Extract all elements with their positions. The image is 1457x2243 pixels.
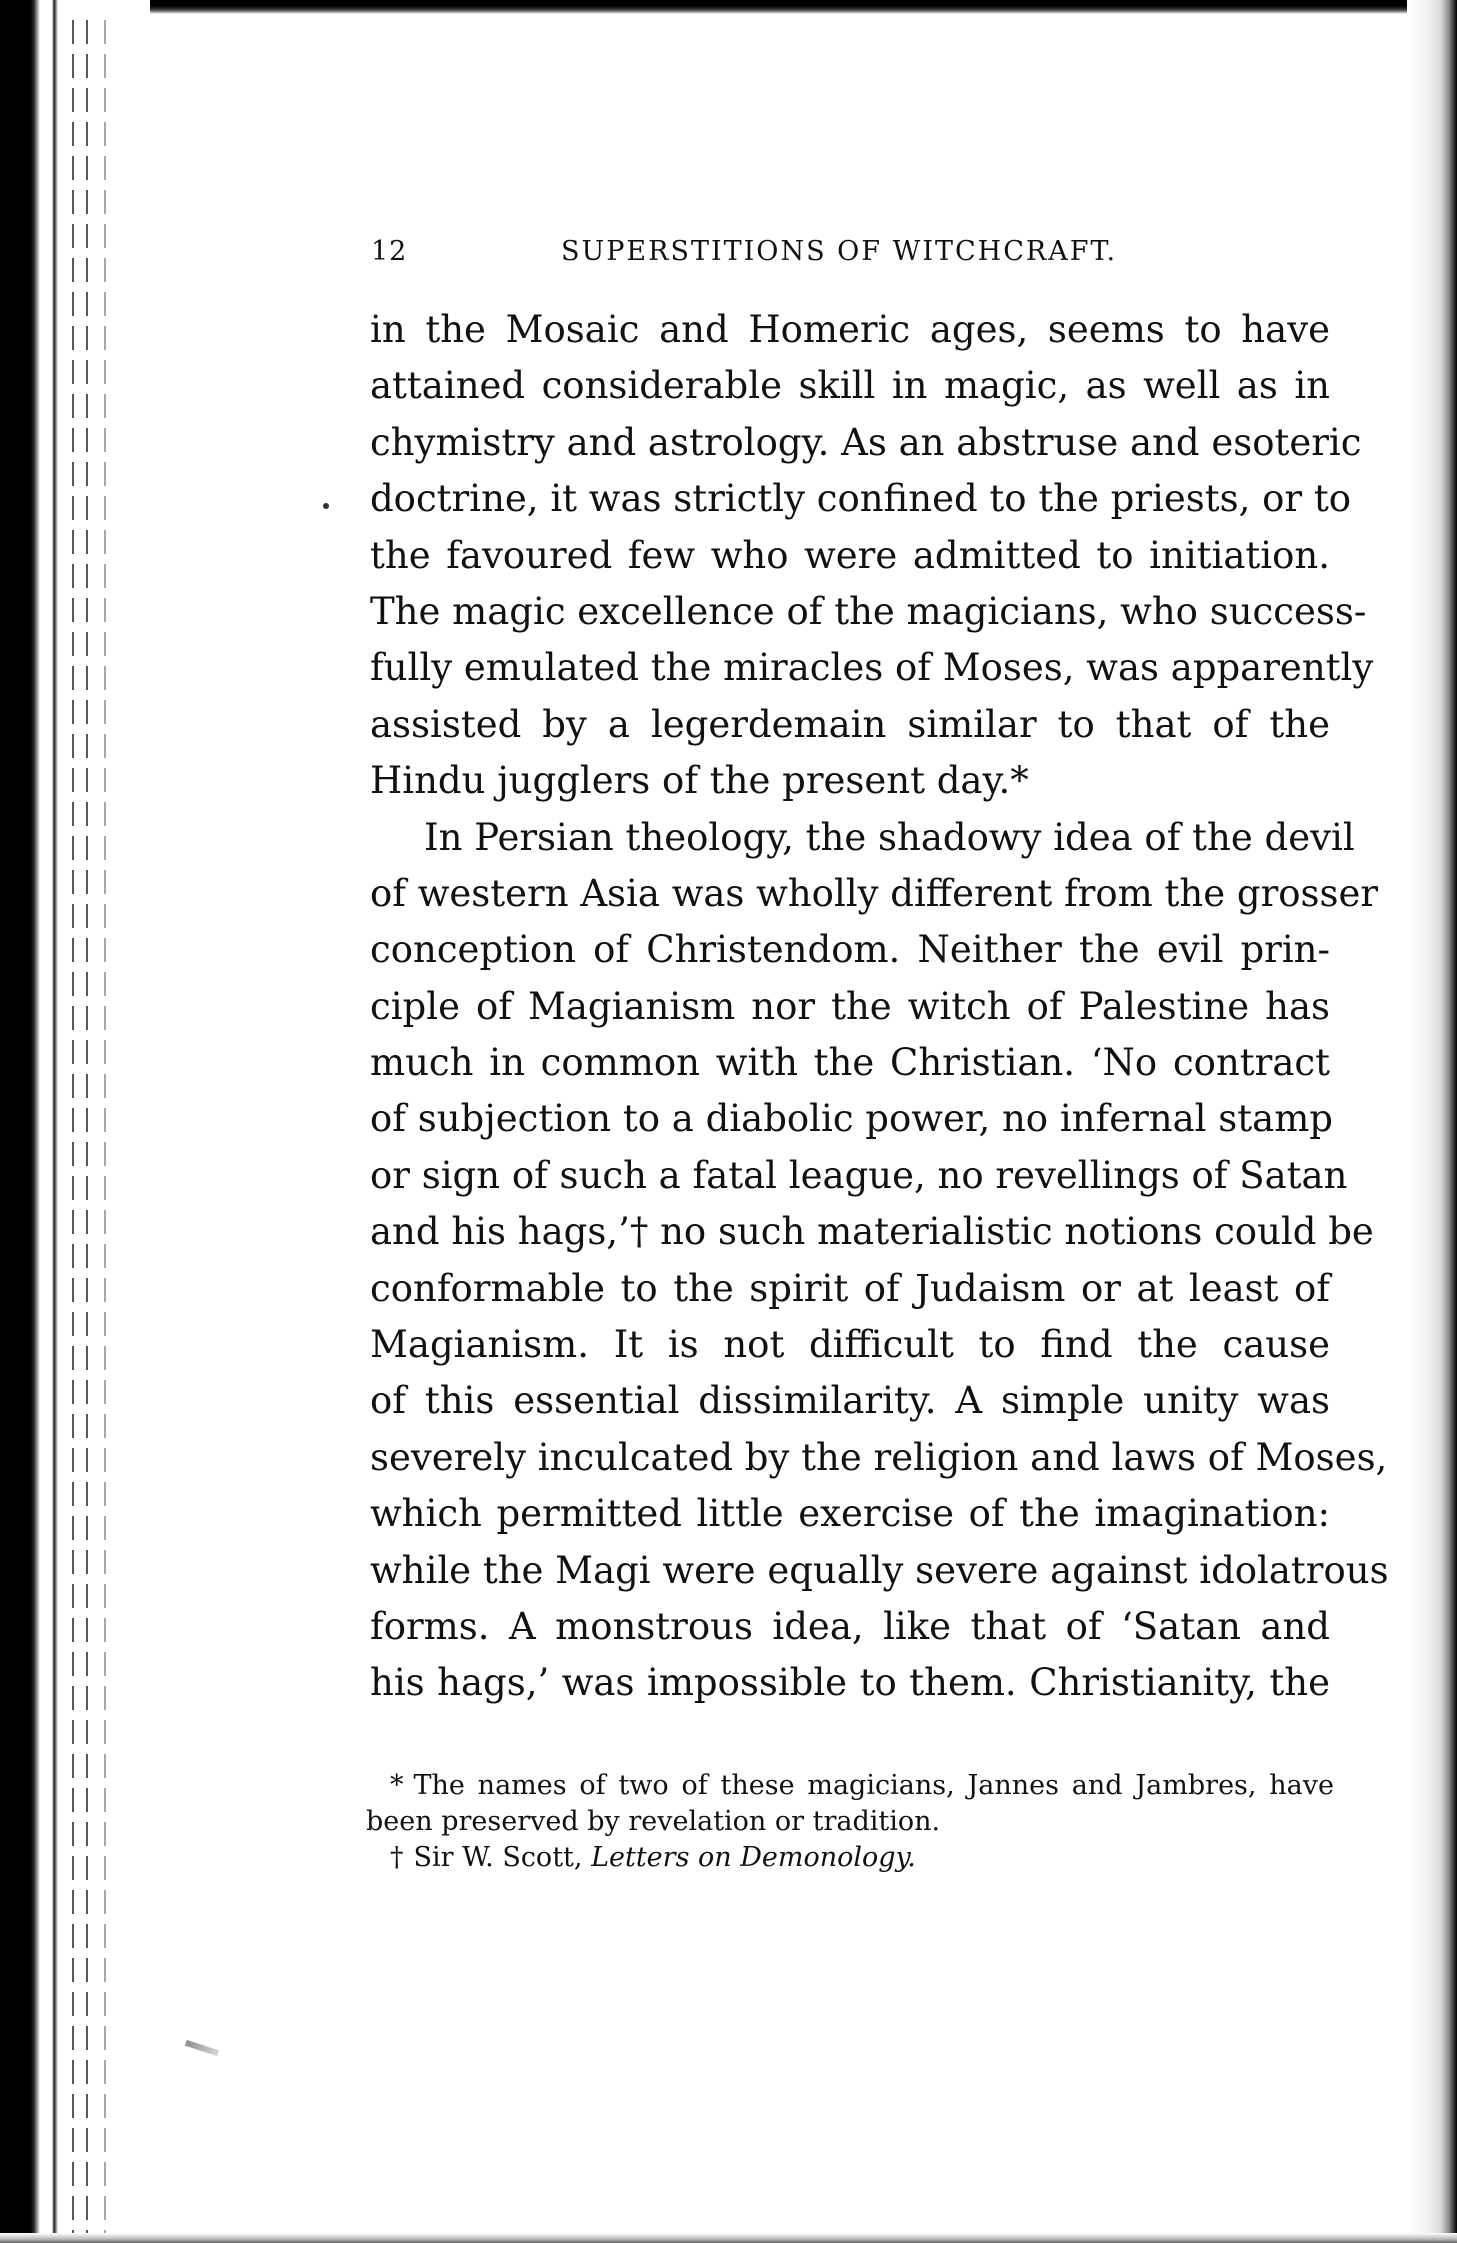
text-line: doctrine, it was strictly confined to the priests, or to (370, 477, 1352, 521)
footnotes (366, 1768, 1334, 1876)
footnote-text: The names of two of these magicians, Jannes and Jambres, have (413, 1770, 1334, 1801)
scan-bottom-edge (0, 2233, 1457, 2243)
text-line: ciple of Magianism nor the witch of Palestine has (370, 984, 1330, 1028)
text-line: the favoured few who were admitted to initiation. (370, 533, 1330, 577)
binding-rule (72, 20, 74, 2233)
text-line: chymistry and astrology. As an abstruse and esoteric (370, 420, 1362, 464)
text-line: of this essential dissimilarity. A simple unity was (370, 1379, 1330, 1423)
footnote-1-continuation: been preserved by revelation or tradition. (366, 1806, 941, 1837)
scan-binding-edge (0, 0, 150, 2243)
text-line: of western Asia was wholly different from the grosser (370, 871, 1379, 915)
text-line: assisted by a legerdemain similar to that of the (370, 702, 1330, 746)
margin-mark (323, 503, 329, 509)
footnote-1 (366, 1768, 1334, 1804)
paragraph-start-line: In Persian theology, the shadowy idea of the devil (424, 815, 1355, 859)
scan-top-edge (0, 0, 1457, 14)
text-line: while the Magi were equally severe against idolatrous (370, 1548, 1389, 1592)
text-line: or sign of such a fatal league, no revellings of Satan (370, 1153, 1348, 1197)
binding-rule (104, 20, 106, 2233)
footnote-book-title: Letters on Demonology. (591, 1842, 916, 1873)
text-line: conception of Christendom. Neither the evil prin- (370, 928, 1330, 972)
text-line: severely inculcated by the religion and laws of Moses, (370, 1435, 1388, 1479)
text-line: attained considerable skill in magic, as well as in (370, 364, 1330, 408)
text-line: The magic excellence of the magicians, who success- (370, 589, 1367, 633)
text-line: of subjection to a diabolic power, no infernal stamp (370, 1097, 1333, 1141)
text-line: and his hags,’† no such materialistic notions could be (370, 1210, 1374, 1254)
running-title: SUPERSTITIONS OF WITCHCRAFT. (561, 236, 1118, 267)
running-head (371, 226, 1321, 276)
body-text (370, 302, 1389, 1712)
text-line: Magianism. It is not difficult to find the cause (370, 1323, 1330, 1367)
footnote-text: Sir W. Scott, (413, 1842, 583, 1873)
text-line: Hindu jugglers of the present day.* (370, 759, 1029, 803)
text-line: conformable to the spirit of Judaism or at least of (370, 1266, 1330, 1310)
text-line: his hags,’ was impossible to them. Christianity, the (370, 1661, 1330, 1705)
footnote-mark: † (390, 1842, 404, 1873)
text-line: forms. A monstrous idea, like that of ‘Satan and (370, 1604, 1330, 1648)
text-line: fully emulated the miracles of Moses, was apparently (370, 646, 1374, 690)
ink-smudge (185, 2040, 219, 2056)
page-number: 12 (371, 236, 408, 267)
binding-rule (86, 20, 88, 2233)
text-line: in the Mosaic and Homeric ages, seems to have (370, 308, 1330, 351)
scan-right-edge (1407, 0, 1457, 2243)
footnote-2 (366, 1840, 1334, 1876)
text-line: which permitted little exercise of the imagination: (370, 1492, 1330, 1536)
text-line: much in common with the Christian. ‘No contract (370, 1041, 1330, 1085)
footnote-mark: * (390, 1770, 404, 1801)
